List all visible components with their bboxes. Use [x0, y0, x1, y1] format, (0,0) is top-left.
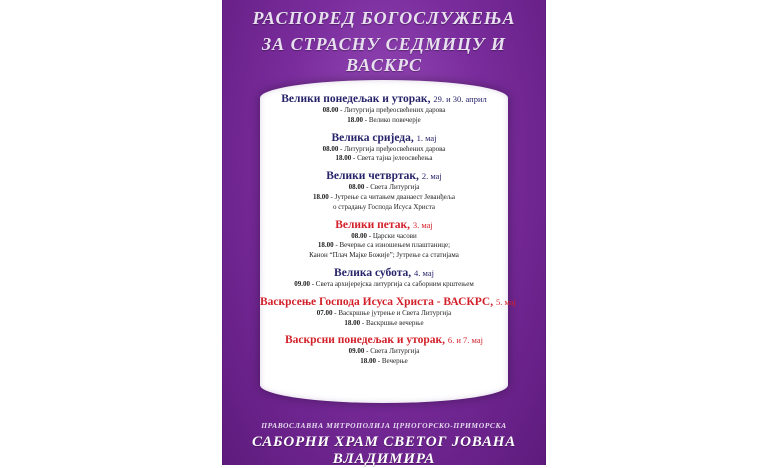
service-time: 18.00 [313, 192, 329, 201]
poster-title-line1: РАСПОРЕД БОГОСЛУЖЕЊА [252, 8, 516, 28]
day-heading [260, 93, 508, 106]
service-line: 18.00 - Велико повечерје [347, 115, 421, 124]
day-heading [260, 170, 508, 183]
service-text: Литургија пређеосвећених дарова [344, 144, 446, 153]
service-text: Света тајна јелеосвећења [357, 154, 433, 163]
service-text: Васкршње вечерње [366, 318, 424, 327]
day-name: Велики четвртак, [326, 170, 419, 183]
service-time: 08.00 [351, 231, 367, 240]
poster [222, 0, 546, 465]
day-date: 1. мај [416, 132, 437, 143]
service-line: 09.00 - Света Литургија [348, 347, 420, 356]
day-date: 4. мај [414, 267, 434, 278]
day-date: 6. и 7. мај [447, 335, 484, 346]
service-line: 18.00 - Вечерње са изношењем плаштанице; [317, 241, 451, 250]
service-line: 18.00 - Јутрење са читањем дванаест Јеванђеља [313, 192, 455, 201]
day-name: Васкрсни понедељак и уторак, [284, 334, 445, 347]
day-heading [260, 132, 508, 145]
day-name: Велики петак, [335, 218, 410, 231]
service-text: Васкршње јутрење и Света Литургија [338, 308, 452, 317]
service-time: 18.00 [344, 318, 361, 327]
service-time: 08.00 [322, 106, 339, 114]
service-line [260, 203, 508, 213]
service-text: Велико повечерје [368, 115, 421, 124]
service-text: Јутрење са читањем дванаест Јеванђеља [334, 192, 455, 201]
service-text: Света Литургија [370, 347, 420, 356]
day-date: 29. и 30. април [433, 94, 487, 104]
poster-title-line2: ЗА СТРАСНУ СЕДМИЦУ И ВАСКРС [261, 34, 506, 75]
service-text: Света Литургија [370, 183, 420, 192]
service-text: Света архијерејска литургија са саборним крштењем [315, 279, 474, 288]
service-line: 08.00 - Литургија пређеосвећених дарова [322, 106, 446, 114]
service-time: 08.00 [348, 183, 365, 192]
service-text: о страдању Господа Исуса Христа [332, 202, 436, 211]
service-line: 08.00 - Литургија пређеосвећених дарова [322, 144, 446, 153]
service-time: 18.00 [360, 357, 376, 366]
service-line: 18.00 - Вечерње [360, 357, 408, 366]
service-line: 18.00 - Васкршње вечерње [344, 318, 424, 327]
day-date: 3. мај [412, 219, 433, 230]
service-text: Литургија пређеосвећених дарова [344, 106, 446, 114]
service-time: 18.00 [335, 154, 352, 163]
service-line: 07.00 - Васкршње јутрење и Света Литургија [316, 308, 452, 317]
schedule-list [260, 93, 516, 367]
day-heading [260, 219, 508, 232]
service-time: 09.00 [294, 279, 310, 288]
service-text: Канон “Плач Мајке Божије”; Јутрење са статијама [309, 251, 459, 260]
day-heading [260, 295, 516, 309]
service-line: 18.00 - Света тајна јелеосвећења [335, 154, 433, 163]
service-time: 18.00 [347, 115, 363, 124]
service-time: 07.00 [316, 308, 333, 317]
day-heading [260, 334, 508, 347]
service-line: 08.00 - Царски часови [351, 231, 417, 240]
day-date: 5. мај [495, 296, 516, 307]
schedule-card [260, 80, 516, 403]
day-name: Велика сриједа, [331, 131, 414, 144]
service-text: Вечерње са изношењем плаштанице; [339, 241, 451, 250]
service-time: 09.00 [348, 347, 365, 356]
footer-cathedral: САБОРНИ ХРАМ СВЕТОГ ЈОВАНА ВЛАДИМИРА [251, 434, 517, 467]
day-name: Велики понедељак и уторак, [281, 93, 431, 105]
service-line [260, 251, 508, 261]
service-line: 09.00 - Света архијерејска литургија са саборним крштењем [294, 279, 474, 288]
day-heading [260, 267, 508, 280]
service-text: Царски часови [372, 231, 417, 240]
service-line: 08.00 - Света Литургија [348, 183, 420, 192]
footer-metropolis: ПРАВОСЛАВНА МИТРОПОЛИЈА ЦРНОГОРСКО-ПРИМОРСКА [261, 421, 507, 430]
day-date: 2. мај [421, 171, 442, 182]
service-time: 08.00 [322, 144, 339, 153]
service-time: 18.00 [317, 241, 334, 250]
day-name: Васкрсење Господа Исуса Христа - ВАСКРС, [260, 295, 494, 308]
service-text: Вечерње [381, 357, 408, 366]
day-name: Велика субота, [334, 266, 412, 279]
